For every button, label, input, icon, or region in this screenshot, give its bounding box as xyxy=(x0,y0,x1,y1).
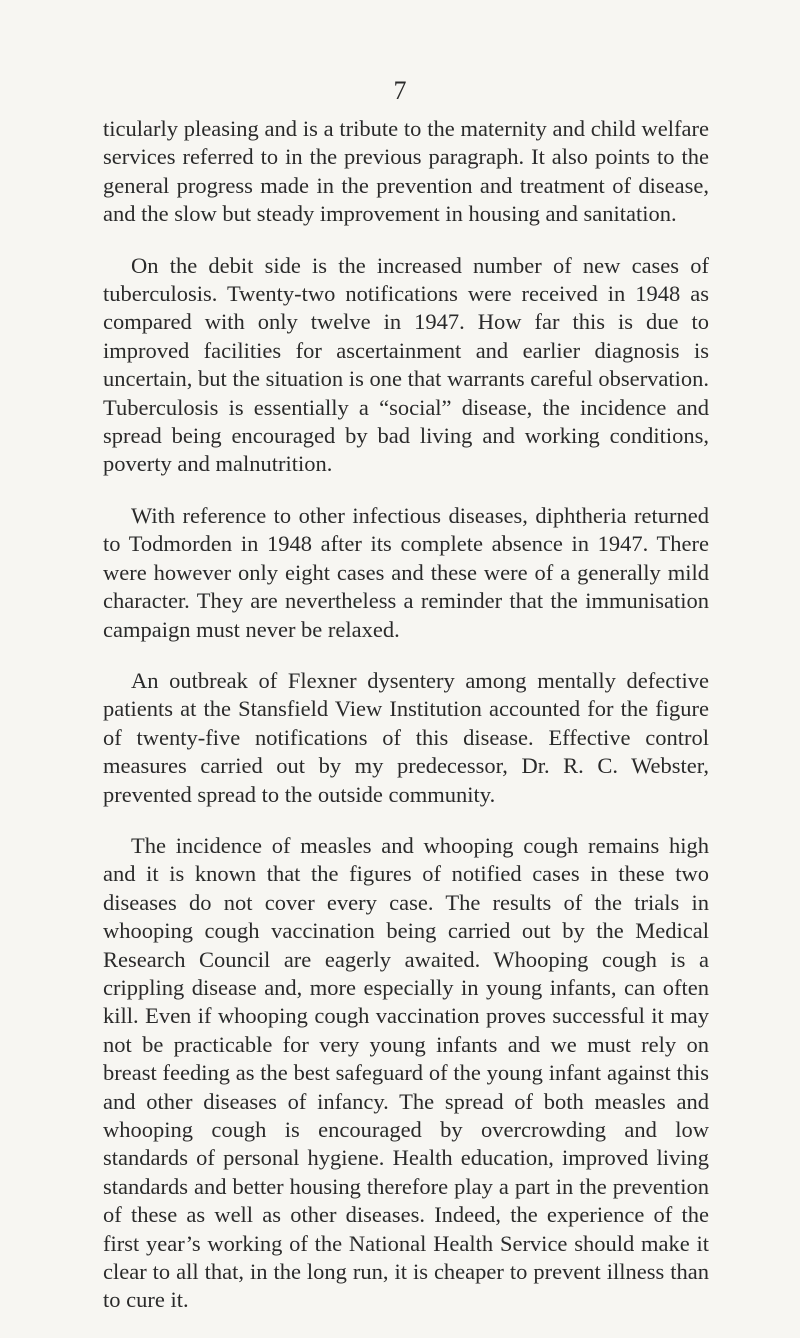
page-number: 7 xyxy=(393,76,407,105)
paragraph-tuberculosis: On the debit side is the increased number of new cases of tuberculosis. Twenty-two notifications were received in 1948 as compared with only twelve in 1947. How far this is due to improved facilities for ascertainment and earlier diagnosis is uncertain, but the situation is one that warrants careful observation. Tuberculosis is essentially a “social” disease, the incidence and spread being encouraged by bad living and working conditions, poverty and malnutrition. xyxy=(103,252,709,477)
paragraph-measles-whooping-cough: The incidence of measles and whooping cough remains high and it is known that the figures of notified cases in these two diseases do not cover every case. The results of the trials in whooping cough vaccination being carried out by the Medical Research Council are eagerly awaited. Whooping cough is a crippling disease and, more especially in young infants, can often kill. Even if whooping cough vaccination proves successful it may not be practicable for very young infants and we must rely on breast feeding as the best safeguard of the young infant against this and other diseases of infancy. The spread of both measles and whooping cough is encouraged by overcrowding and low standards of personal hygiene. Health education, improved living standards and better housing therefore play a part in the prevention of these as well as other diseases. Indeed, the experience of the first year’s working of the National Health Service should make it clear to all that, in the long run, it is cheaper to prevent illness than to cure it. xyxy=(103,832,709,1313)
document-body xyxy=(103,115,709,1338)
paragraph-continuation: ticularly pleasing and is a tribute to the maternity and child welfare services referred to in the previous paragraph. It also points to the general progress made in the prevention and treatment of disease, and the slow but steady improvement in housing and sanitation. xyxy=(103,116,709,227)
paragraph-dysentery: An outbreak of Flexner dysentery among mentally defective patients at the Stansfield View Institution accounted for the figure of twenty-five notifications of this disease. Effective control measures carried out by my predecessor, Dr. R. C. Webster, prevented spread to the outside community. xyxy=(103,667,709,807)
paragraph-diphtheria: With reference to other infectious diseases, diphtheria returned to Todmorden in 1948 after its complete absence in 1947. There were however only eight cases and these were of a generally mild character. They are nevertheless a reminder that the immunisation campaign must never be relaxed. xyxy=(103,502,709,642)
